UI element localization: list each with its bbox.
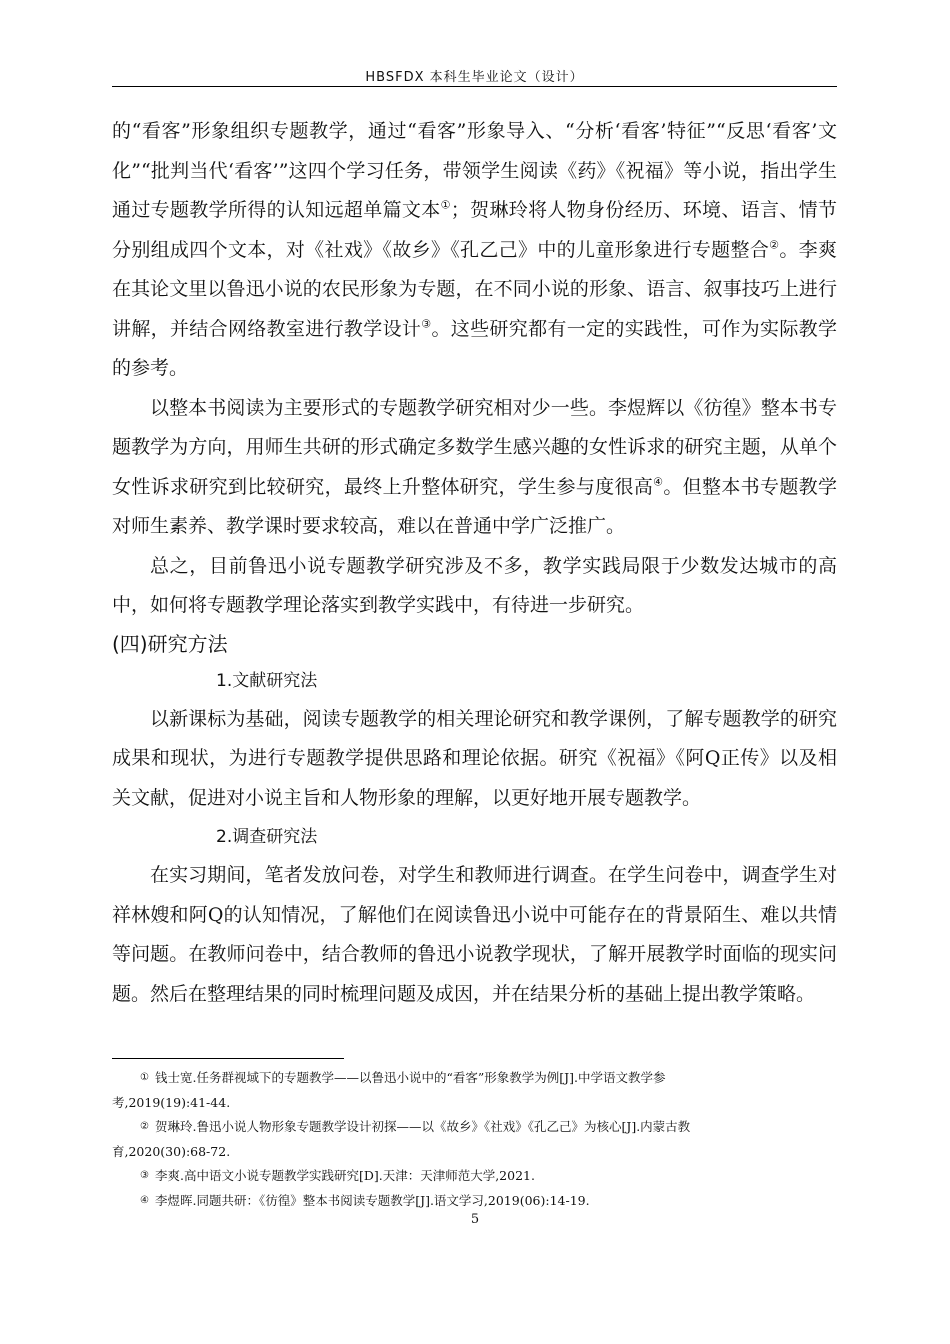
footnote-marker: ① xyxy=(140,1072,149,1083)
footnote-marker: ③ xyxy=(140,1170,149,1181)
footnote-ref-1[interactable]: ① xyxy=(440,198,451,212)
footnote-1-cont: 考,2019(19):41-44. xyxy=(112,1094,231,1110)
footnote-marker: ④ xyxy=(140,1194,149,1206)
paragraph-1-text-b: ；贺琳玲将人物身份经历、环境、语言、情节分别组成四个文本，对《社戏》《故乡》《孔乙己》中的儿童形象进行专题整合 xyxy=(112,199,837,261)
footnote-text: 李爽.高中语文小说专题教学实践研究[D].天津：天津师范大学,2021. xyxy=(154,1168,535,1183)
page-header: HBSFDX 本科生毕业论文（设计） xyxy=(365,70,584,85)
footnote-ref-2[interactable]: ② xyxy=(769,238,780,252)
footnote-4 xyxy=(112,1189,837,1214)
footnote-text: 钱士宽.任务群视域下的专题教学——以鲁迅小说中的“看客”形象教学为例[J].中学语文教学参 xyxy=(154,1070,666,1085)
paragraph-1-text-a: 的“看客”形象组织专题教学，通过“看客”形象导入、“分析‘看客’特征”“反思‘看客’文化”“批判当代‘看客’”这四个学习任务，带领学生阅读《药》《祝福》等小说，指出学生通过专题教学所得的认知远超单篇文本 xyxy=(112,120,837,221)
footnote-3 xyxy=(112,1164,837,1189)
header-rule xyxy=(112,86,837,87)
subsection-heading-1: 1.文献研究法 xyxy=(216,670,318,691)
page-number: 5 xyxy=(470,1212,480,1227)
paragraph-3: 总之，目前鲁迅小说专题教学研究涉及不多，教学实践局限于少数发达城市的高中，如何将专题教学理论落实到教学实践中，有待进一步研究。 xyxy=(112,554,837,616)
paragraph-5: 在实习期间，笔者发放问卷，对学生和教师进行调查。在学生问卷中，调查学生对祥林嫂和阿Q的认知情况，了解他们在阅读鲁迅小说中可能存在的背景陌生、难以共情等问题。在教师问卷中，结合教师的鲁迅小说教学现状，了解开展教学时面临的现实问题。然后在整理结果的同时梳理问题及成因，并在结果分析的基础上提出教学策略。 xyxy=(112,864,837,1005)
paragraph-1-text-d: 。这些研究都有一定的实践性，可作为实际教学的参考。 xyxy=(112,317,837,379)
footnote-separator xyxy=(112,1058,344,1059)
footnote-2-cont: 育,2020(30):68-72. xyxy=(112,1143,231,1159)
footnote-ref-4[interactable]: ④ xyxy=(653,475,664,489)
paragraph-2-text-a: 以整本书阅读为主要形式的专题教学研究相对少一些。李煜辉以《彷徨》整本书专题教学为方向，用师生共研的形式确定多数学生感兴趣的女性诉求的研究主题，从单个女性诉求研究到比较研究，最终上升整体研究，学生参与度很高 xyxy=(112,396,837,498)
subsection-heading-2: 2.调查研究法 xyxy=(216,827,318,847)
section-heading: (四)研究方法 xyxy=(112,631,228,656)
paragraph-2-text-b: 。但整本书专题教学对师生素养、教学课时要求较高，难以在普通中学广泛推广。 xyxy=(112,475,837,537)
footnote-2 xyxy=(112,1115,837,1140)
paragraph-1-text-c: 。李爽在其论文里以鲁迅小说的农民形象为专题，在不同小说的形象、语言、叙事技巧上进行讲解，并结合网络教室进行教学设计 xyxy=(112,238,837,340)
paragraph-2 xyxy=(112,389,837,547)
footnote-ref-3[interactable]: ③ xyxy=(421,317,432,331)
footnotes xyxy=(112,1066,837,1213)
footnote-1 xyxy=(112,1066,837,1091)
footnote-text: 李煜晖.同题共研：《彷徨》整本书阅读专题教学[J].语文学习,2019(06):14-19. xyxy=(154,1192,590,1208)
footnote-marker: ② xyxy=(140,1121,149,1132)
paragraph-1 xyxy=(112,112,837,389)
body-text xyxy=(112,112,837,1014)
paragraph-4: 以新课标为基础，阅读专题教学的相关理论研究和教学课例，了解专题教学的研究成果和现状，为进行专题教学提供思路和理论依据。研究《祝福》《阿Q正传》以及相关文献，促进对小说主旨和人物形象的理解，以更好地开展专题教学。 xyxy=(112,707,837,809)
footnote-text: 贺琳玲.鲁迅小说人物形象专题教学设计初探——以《故乡》《社戏》《孔乙己》为核心[J].内蒙古教 xyxy=(154,1119,691,1134)
